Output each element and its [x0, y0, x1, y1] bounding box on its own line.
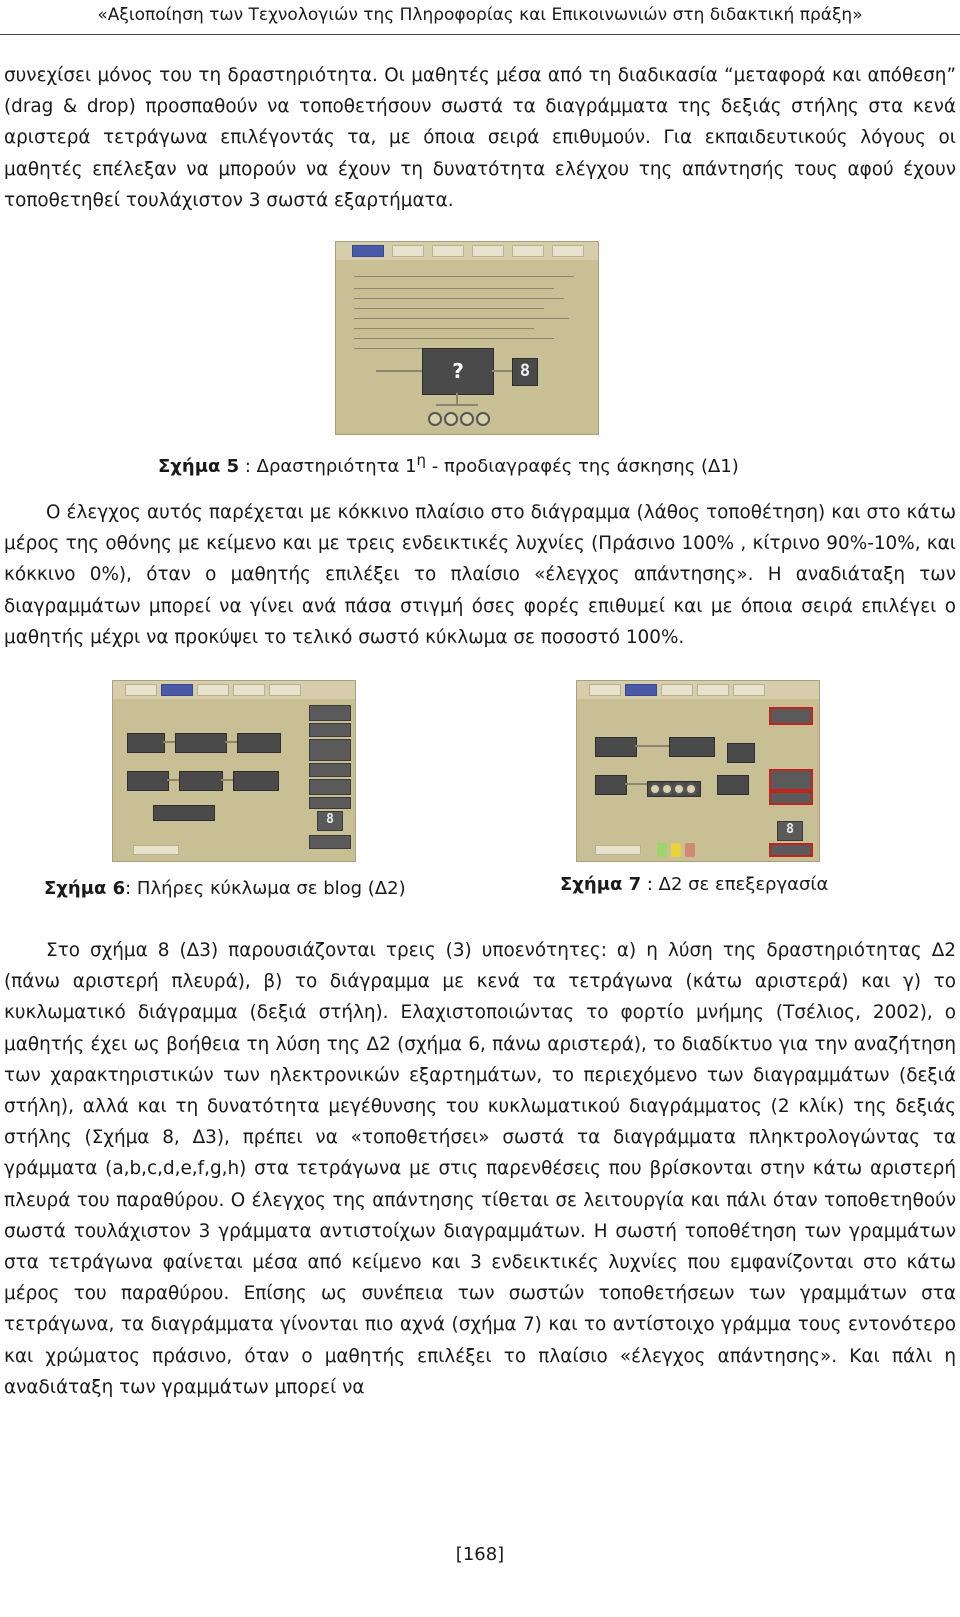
circuit-block [595, 737, 637, 757]
circuit-block [233, 771, 279, 791]
spec-line [354, 318, 569, 319]
palette-block-error [769, 707, 813, 725]
switch-circle [460, 412, 474, 426]
figure-5-label: Σχήμα 5 [158, 456, 240, 477]
switch-circle [444, 412, 458, 426]
figure-7-text: : Δ2 σε επεξεργασία [641, 874, 829, 895]
figure-6-label: Σχήμα 6 [44, 878, 126, 899]
palette-block-error [769, 843, 813, 857]
page-number: [168] [455, 1544, 505, 1565]
palette-block [309, 739, 351, 761]
display-block [317, 811, 343, 831]
seven-segment-digit: 8 [519, 361, 531, 381]
spec-line [354, 328, 534, 329]
palette-block [309, 705, 351, 721]
tab [661, 684, 693, 696]
circuit-block [237, 733, 281, 753]
figure-5-screenshot [335, 241, 599, 435]
circuit-block [669, 737, 715, 757]
wire [635, 745, 669, 747]
output-wire [492, 370, 512, 372]
spec-line [354, 308, 544, 309]
tab [733, 684, 765, 696]
circuit-block [727, 743, 755, 763]
paragraph-3: Στο σχήμα 8 (Δ3) παρουσιάζονται τρεις (3) υποενότητες: α) η λύση της δραστηριότητας Δ2 (πάνω αριστερή πλευρά), β) το διάγραμμα με κενά τα τετράγωνα (κάτω αριστερά) και γ) το κυκλωματικό διάγραμμα (δεξιά στήλη). Ελαχιστοποιώντας το φορτίο μνήμης (Τσέλιος, 2002), ο μαθητής έχει ως βοήθεια τη λύση της Δ2 (σχήμα 6, πάνω αριστερά), το διαδίκτυο για την αναζήτηση των χαρακτηριστικών των ηλεκτρονικών εξαρτημάτων, το περιεχόμενο των διαγραμμάτων (δεξιά στήλη), αλλά και τη δυνατότητα μεγέθυνσης του κυκλωματικού διαγράμματος (2 κλίκ) της δεξιάς στήλης (Σχήμα 8, Δ3), πρέπει να «τοποθετήσει» σωστά τα διαγράμματα πληκτρολογώντας τα γράμματα (a,b,c,d,e,f,g,h) στα τετράγωνα με στις παρενθέσεις που βρίσκονται στην κάτω αριστερή πλευρά του παραθύρου. Ο έλεγχος της απάντησης τίθεται σε λειτουργία και πάλι όταν τοποθετηθούν σωστά τουλάχιστον 3 γράμματα αντιστοίχων διαγραμμάτων. Η σωστή τοποθέτηση των γραμμάτων στα τετράγωνα φαίνεται μέσα από κείμενο και 3 ενδεικτικές λυχνίες που εμφανίζονται στο κάτω μέρος του παραθύρου. Επίσης ως συνέπεια των σωστών τοποθετήσεων των γραμμάτων στα τετράγωνα, τα διαγράμματα γίνονται πιο αχνά (σχήμα 7) και το αντίστοιχο γράμμα τους εντονότερο και χρώματος πράσινο, όταν ο μαθητής επιλέξει το πλαίσιο «έλεγχος απάντησης». Και πάλι η αναδιάταξη των γραμμάτων μπορεί να [4, 940, 956, 1398]
tab [472, 245, 504, 257]
yellow-lamp [671, 843, 681, 857]
bus-wire [436, 404, 478, 406]
circuit-block [179, 771, 223, 791]
wire [167, 779, 179, 781]
switch-circle [476, 412, 490, 426]
tab [512, 245, 544, 257]
spec-line [354, 298, 564, 299]
tab [697, 684, 729, 696]
palette-block-error [769, 791, 813, 805]
switch-circle [649, 783, 661, 795]
figure-5-text: : Δραστηριότητα 1 [239, 456, 417, 477]
running-header-title: «Αξιοποίηση των Τεχνολογιών της Πληροφορίας και Επικοινωνιών στη διδακτική πράξη» [97, 5, 863, 25]
switch-circle [673, 783, 685, 795]
wire [225, 741, 237, 743]
wire [221, 779, 233, 781]
tab [392, 245, 424, 257]
figure-5-sup: η [416, 451, 427, 469]
tab-bar [336, 242, 598, 260]
paragraph-1: συνεχίσει μόνος του τη δραστηριότητα. Οι μαθητές μέσα από τη διαδικασία “μεταφορά και απόθεση” (drag & drop) προσπαθούν να τοποθετήσουν σωστά τα διαγράμματα της δεξιάς στήλης στα κενά αριστερά τετράγωνα επιλέγοντάς τα, με όποια σειρά επιθυμούν. Για εκπαιδευτικούς λόγους οι μαθητές επέλεξαν να μπορούν να έχουν τη δυνατότητα ελέγχου της απάντησής τους αφού έχουν τοποθετηθεί τουλάχιστον 3 σωστά εξαρτήματα. [4, 65, 956, 211]
figure-6-text: : Πλήρες κύκλωμα σε blog (Δ2) [125, 878, 406, 899]
circuit-block [175, 733, 227, 753]
circuit-block [595, 775, 627, 795]
switch-circle [685, 783, 697, 795]
switch-circle [428, 412, 442, 426]
figure-7-screenshot [576, 680, 820, 862]
figure-5-text-2: - προδιαγραφές της άσκησης (Δ1) [426, 456, 739, 477]
palette-block-error [769, 769, 813, 791]
figure-6-caption [44, 877, 406, 901]
spec-line [354, 276, 574, 277]
green-lamp [657, 843, 667, 857]
spec-line [354, 288, 554, 289]
palette-block [309, 723, 351, 737]
figure-5-caption [158, 448, 739, 479]
circuit-block [153, 805, 215, 821]
tab [552, 245, 584, 257]
circuit-block [127, 771, 169, 791]
tab [352, 245, 384, 257]
tab [269, 684, 301, 696]
figure-7-label: Σχήμα 7 [560, 874, 642, 895]
figure-6-screenshot [112, 680, 356, 862]
paragraph-2: Ο έλεγχος αυτός παρέχεται με κόκκινο πλαίσιο στο διάγραμμα (λάθος τοποθέτηση) και στο κάτω μέρος της οθόνης με κείμενο και με τρεις ενδεικτικές λυχνίες (Πράσινο 100% , κίτρινο 90%-10%, και κόκκινο 0%), όταν ο μαθητής επιλέξει το πλαίσιο «έλεγχος απάντησης». Η αναδιάταξη των διαγραμμάτων μπορεί να γίνει ανά πάσα στιγμή όσες φορές επιθυμεί και με όποια σειρά επιλέγει ο μαθητής μέχρι να προκύψει το τελικό σωστό κύκλωμα σε ποσοστό 100%. [4, 502, 956, 648]
palette-block [309, 835, 351, 849]
circuit-block [127, 733, 165, 753]
tab [197, 684, 229, 696]
wire [163, 741, 175, 743]
switch-circle [661, 783, 673, 795]
tab-bar [113, 681, 355, 699]
running-header [0, 0, 960, 35]
tab [233, 684, 265, 696]
seven-segment-digit: 8 [786, 822, 794, 837]
tab [432, 245, 464, 257]
check-answer-button [133, 845, 179, 855]
spec-line [354, 338, 554, 339]
tab-bar [577, 681, 819, 699]
seven-segment-digit: 8 [326, 812, 334, 827]
tab [625, 684, 657, 696]
display-block [777, 821, 803, 841]
display-block [512, 358, 538, 386]
palette-block [309, 763, 351, 777]
red-lamp [685, 843, 695, 857]
palette-block [309, 779, 351, 795]
circuit-block [717, 775, 749, 795]
figure-7-caption [560, 873, 828, 897]
question-mark: ? [452, 359, 464, 383]
wire [625, 783, 647, 785]
check-answer-button [595, 845, 641, 855]
input-wire [376, 370, 422, 372]
tab [125, 684, 157, 696]
unknown-block [422, 348, 494, 395]
tab [161, 684, 193, 696]
palette-block [309, 797, 351, 809]
tab [589, 684, 621, 696]
